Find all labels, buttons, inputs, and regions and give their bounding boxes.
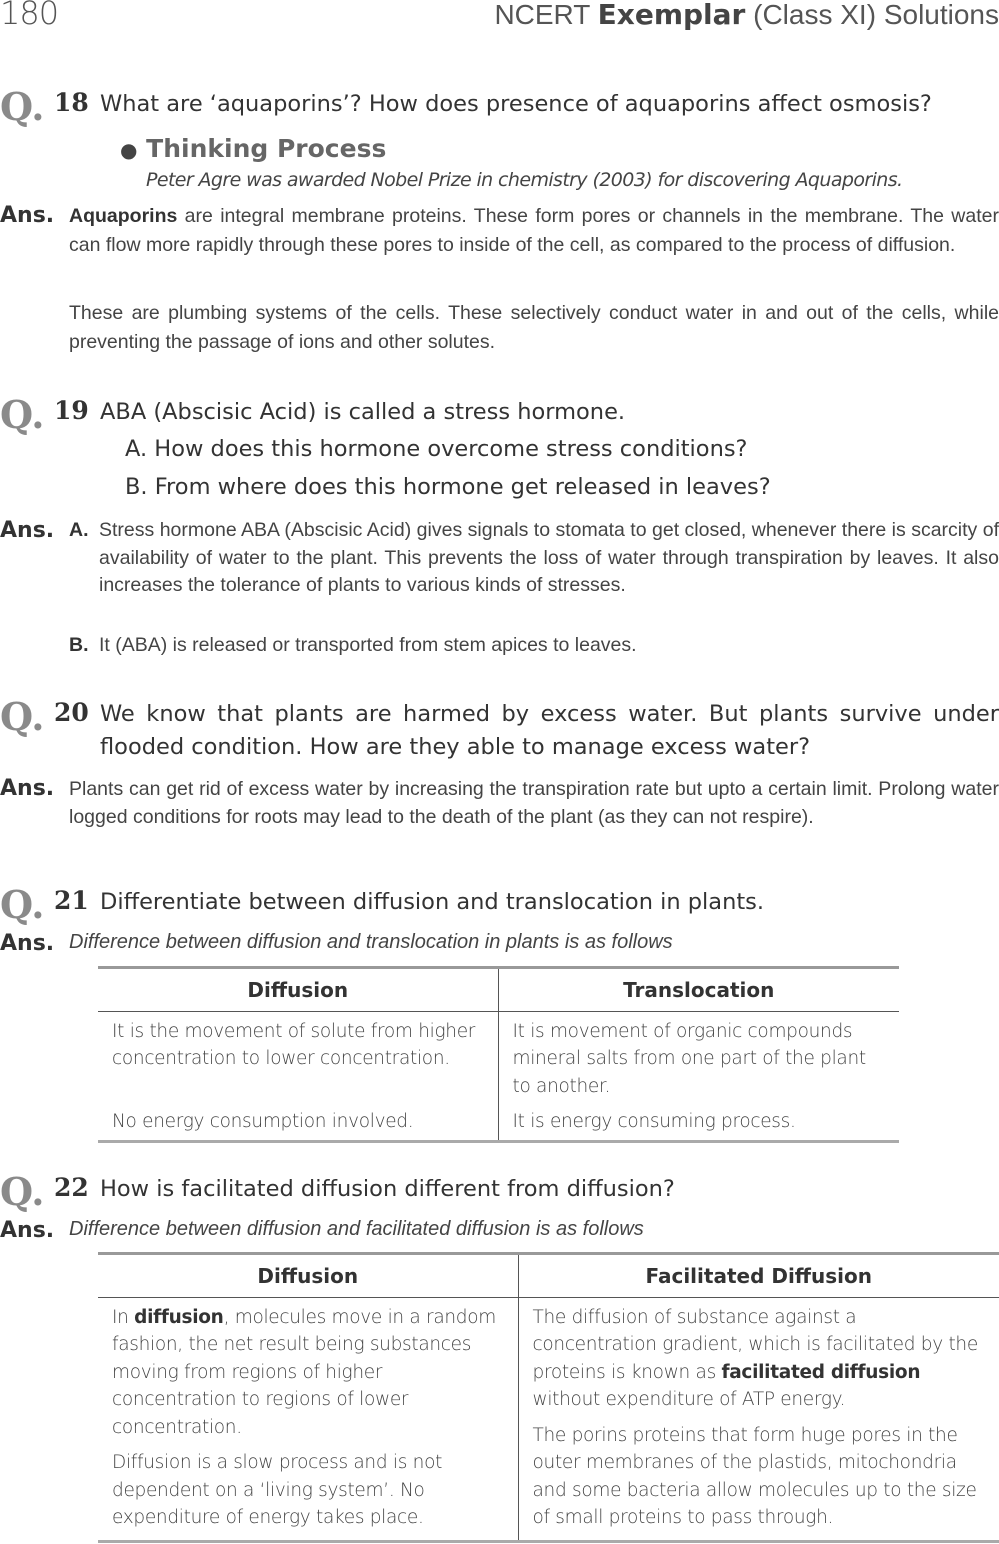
- table-row: [98, 1297, 999, 1540]
- answer-label: Ans.: [0, 518, 55, 543]
- table-cell: It is movement of organic compounds mineral salts from one part of the plant to another.: [498, 1011, 899, 1100]
- column-header: Translocation: [498, 969, 899, 1011]
- table-row: [98, 1100, 899, 1140]
- thinking-note: Peter Agre was awarded Nobel Prize in chemistry (2003) for discovering Aquaporins.: [146, 169, 903, 191]
- sub-question-b: B. From where does this hormone get released in leaves?: [125, 474, 771, 500]
- answer-label: Ans.: [0, 776, 55, 801]
- table-cell: It is the movement of solute from higher concentration to lower concentration.: [112, 1020, 476, 1069]
- running-header: [494, 0, 999, 31]
- comparison-table: [98, 966, 899, 1143]
- table-cell: [518, 1297, 999, 1540]
- term: Aquaporins: [69, 205, 178, 227]
- column-header: Diffusion: [98, 969, 498, 1011]
- answer-label: Ans.: [0, 1218, 55, 1243]
- question-text: We know that plants are harmed by excess water. But plants survive under flooded condition. How are they able to manage excess water?: [100, 701, 999, 760]
- cell-paragraph: [533, 1304, 986, 1414]
- sub-question-a: A. How does this hormone overcome stress conditions?: [125, 436, 748, 462]
- question-marker: Q.: [0, 694, 45, 739]
- question-text: Differentiate between diffusion and translocation in plants.: [100, 889, 765, 915]
- term: diffusion: [134, 1306, 224, 1328]
- question-marker: Q.: [0, 84, 45, 129]
- item-text: Stress hormone ABA (Abscisic Acid) gives signals to stomata to get closed, whenever there is scarcity of availability of water to the plant. This prevents the loss of water through transpiration by leaves. It also increases the tolerance of plants to various kinds of stresses.: [99, 519, 999, 596]
- question-text: How is facilitated diffusion different from diffusion?: [100, 1176, 675, 1202]
- thinking-process: [120, 134, 386, 163]
- question-number: 20: [54, 698, 89, 727]
- table-cell: [98, 1297, 518, 1540]
- answer-label: Ans.: [0, 931, 55, 956]
- answer-intro: Difference between diffusion and translocation in plants is as follows: [69, 931, 673, 953]
- text: The diffusion of substance against a concentration gradient, which is facilitated by the proteins is known as: [532, 1306, 978, 1383]
- text: without expenditure of ATP energy.: [532, 1389, 846, 1410]
- answer-intro: Difference between diffusion and facilitated diffusion is as follows: [69, 1218, 644, 1240]
- bulb-icon: ●: [120, 138, 138, 162]
- column-header: Facilitated Diffusion: [518, 1255, 999, 1297]
- cell-paragraph: [112, 1304, 504, 1442]
- thinking-label: Thinking Process: [146, 134, 387, 163]
- text: , molecules move in a random fashion, the net result being substances moving from regions of higher concentration to regions of lower concentration.: [112, 1306, 496, 1438]
- header-bold: Exemplar: [597, 0, 746, 31]
- item-label: B.: [69, 634, 89, 656]
- answer-paragraph: [69, 202, 999, 259]
- question-number: 18: [54, 88, 89, 117]
- table-cell: No energy consumption involved.: [112, 1111, 414, 1132]
- column-header: Diffusion: [98, 1255, 518, 1297]
- question-number: 21: [54, 886, 89, 915]
- question-number: 22: [54, 1173, 89, 1202]
- table-cell: It is energy consuming process.: [498, 1100, 899, 1140]
- question-text: What are ‘aquaporins’? How does presence of aquaporins affect osmosis?: [100, 91, 932, 117]
- answer-label: Ans.: [0, 203, 55, 228]
- cell-paragraph: Diffusion is a slow process and is not dependent on a ‘living system’. No expenditure of energy takes place.: [112, 1452, 443, 1528]
- answer-paragraph: These are plumbing systems of the cells. These selectively conduct water in and out of the cells, while preventing the passage of ions and other solutes.: [69, 302, 999, 353]
- answer-paragraph: Plants can get rid of excess water by increasing the transpiration rate but upto a certain limit. Prolong water logged conditions for roots may lead to the death of the plant (as they can not respire).: [69, 778, 999, 828]
- question-number: 19: [54, 396, 89, 425]
- header-prefix: NCERT: [494, 0, 598, 30]
- header-suffix: (Class XI) Solutions: [745, 0, 999, 30]
- comparison-table: [98, 1252, 999, 1543]
- term: facilitated diffusion: [721, 1361, 921, 1383]
- text: In: [112, 1306, 135, 1328]
- cell-paragraph: The porins proteins that form huge pores in the outer membranes of the plastids, mitochondria and some bacteria allow molecules up to the size of small proteins to pass through.: [532, 1424, 977, 1528]
- item-text: It (ABA) is released or transported from stem apices to leaves.: [99, 634, 637, 656]
- answer-text: are integral membrane proteins. These form pores or channels in the membrane. The water can flow more rapidly through these pores to inside of the cell, as compared to the process of diffusion.: [69, 205, 999, 256]
- answer-item-b: [69, 632, 999, 660]
- answer-item-a: [69, 517, 999, 600]
- question-marker: Q.: [0, 392, 45, 437]
- table-row: [98, 1011, 899, 1100]
- question-marker: Q.: [0, 1169, 45, 1214]
- table-header-row: [98, 969, 899, 1011]
- item-label: A.: [69, 519, 89, 541]
- question-marker: Q.: [0, 882, 45, 927]
- page-number: 180: [0, 0, 59, 32]
- table-header-row: [98, 1255, 999, 1297]
- question-text: ABA (Abscisic Acid) is called a stress hormone.: [100, 399, 626, 425]
